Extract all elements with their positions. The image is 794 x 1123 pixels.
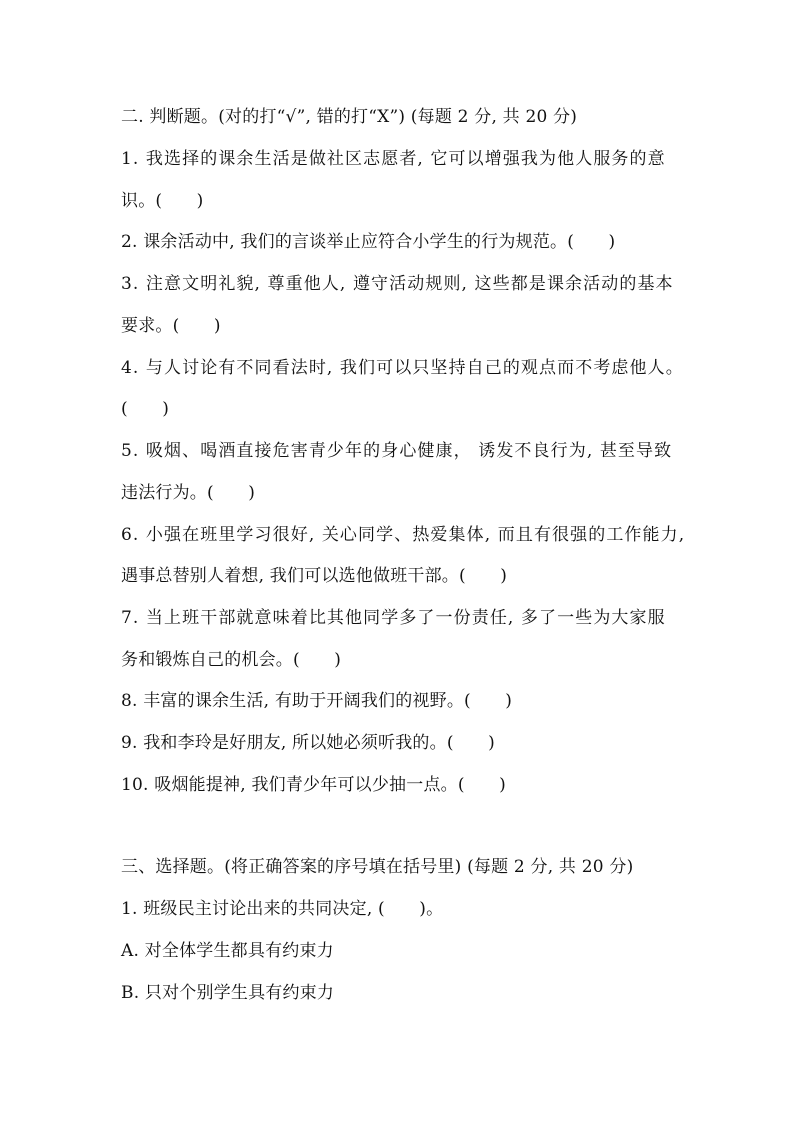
judgment-q4-line2: ( ) (121, 399, 170, 419)
judgment-q2: 2. 课余活动中, 我们的言谈举止应符合小学生的行为规范。( ) (121, 232, 616, 252)
judgment-q7-line2: 务和锻炼自己的机会。( ) (121, 650, 342, 670)
judgment-q7-line1: 7. 当上班干部就意味着比其他同学多了一份责任, 多了一些为大家服 (121, 608, 666, 628)
choice-q1-option-b: B. 只对个别学生具有约束力 (121, 983, 335, 1003)
judgment-q1-line1: 1. 我选择的课余生活是做社区志愿者, 它可以增强我为他人服务的意 (121, 149, 666, 169)
judgment-q3-line2: 要求。( ) (121, 316, 221, 336)
choice-q1: 1. 班级民主讨论出来的共同决定, ( )。 (121, 899, 444, 919)
section-3-heading: 三、选择题。(将正确答案的序号填在括号里) (每题 2 分, 共 20 分) (121, 857, 634, 877)
judgment-q8: 8. 丰富的课余生活, 有助于开阔我们的视野。( ) (121, 691, 513, 711)
choice-q1-option-a: A. 对全体学生都具有约束力 (121, 941, 334, 961)
judgment-q3-line1: 3. 注意文明礼貌, 尊重他人, 遵守活动规则, 这些都是课余活动的基本 (121, 274, 674, 294)
section-2-heading: 二. 判断题。(对的打“√”, 错的打“X”) (每题 2 分, 共 20 分) (121, 107, 578, 127)
judgment-q4-line1: 4. 与人讨论有不同看法时, 我们可以只坚持自己的观点而不考虑他人。 (121, 358, 684, 378)
judgment-q5-line2: 违法行为。( ) (121, 483, 256, 503)
judgment-q6-line1: 6. 小强在班里学习很好, 关心同学、热爱集体, 而且有很强的工作能力, (121, 525, 686, 545)
judgment-q1-line2: 识。( ) (121, 191, 204, 211)
judgment-q5-line1: 5. 吸烟、喝酒直接危害青少年的身心健康， 诱发不良行为, 甚至导致 (121, 441, 673, 461)
judgment-q10: 10. 吸烟能提神, 我们青少年可以少抽一点。( ) (121, 775, 506, 795)
judgment-q9: 9. 我和李玲是好朋友, 所以她必须听我的。( ) (121, 733, 495, 753)
judgment-q6-line2: 遇事总替别人着想, 我们可以选他做班干部。( ) (121, 566, 508, 586)
